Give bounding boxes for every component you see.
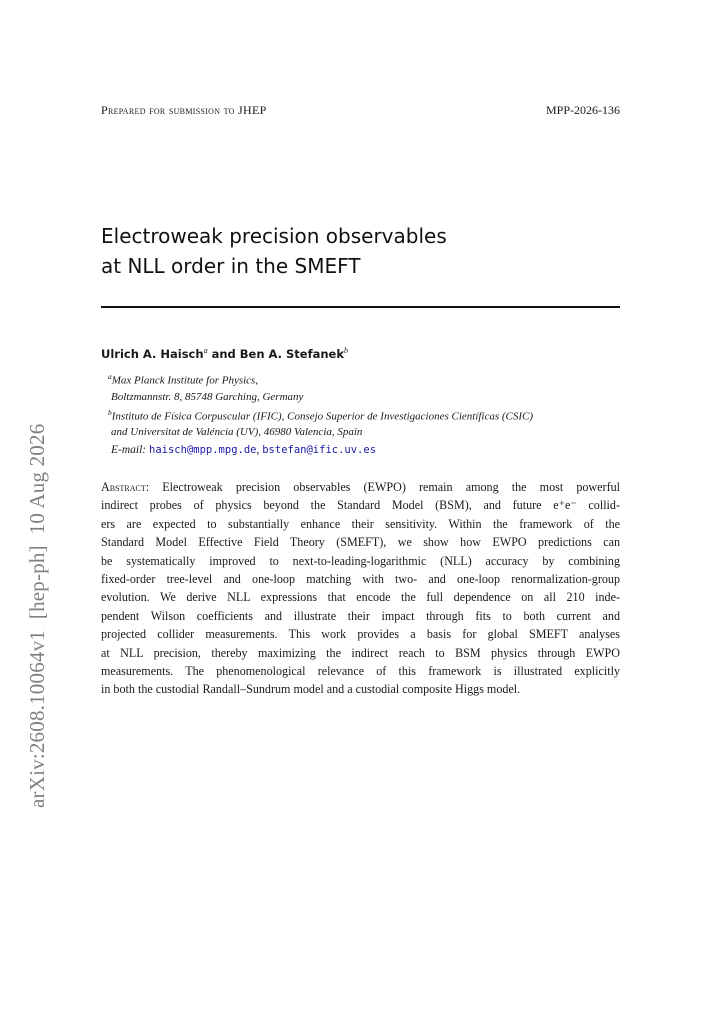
paper-title [101,221,621,281]
abstract-line: pendent Wilson coefficients and illustrate their impact through fits to both current and [101,608,620,623]
abstract-line: indirect probes of physics beyond the Standard Model (BSM), and future e⁺e⁻ collid- [101,498,620,513]
affiliation-b-line2: and Universitat de Valéncia (UV), 46980 Valencia, Spain [111,426,363,439]
journal-note: Prepared for submission to JHEP [101,103,267,117]
title-line-2: at NLL order in the SMEFT [101,254,361,278]
affiliation-a-line2: Boltzmannstr. 8, 85748 Garching, Germany [111,390,304,403]
abstract-line: be systematically improved to next-to-leading-logarithmic (NLL) accuracy by combining [101,553,620,568]
abstract-line: measurements. The phenomenological relevance of this framework is illustrated explicitly [101,663,620,678]
email-line [111,444,376,456]
abstract-line: ers are expected to substantially enhance their sensitivity. Within the framework of the [101,516,620,531]
abstract-label: Abstract: [101,480,150,494]
author-name: Ulrich A. Haisch [101,346,204,361]
email-separator: , [256,444,263,456]
abstract-text: Electroweak precision observables (EWPO) remain among the most powerful [149,480,620,494]
affiliation-marker: b [108,407,112,417]
email-link[interactable]: bstefan@ific.uv.es [262,444,377,456]
author-name: Ben A. Stefanek [239,346,344,361]
email-link[interactable]: haisch@mpp.mpg.de [149,444,257,456]
author-conjunction: and [207,346,240,361]
author-list [101,346,348,361]
abstract-line: at NLL precision, thereby maximizing the indirect reach to BSM physics through EWPO [101,645,620,660]
abstract-line [101,478,620,496]
title-rule [101,306,620,308]
abstract [101,478,620,699]
affiliation-text: Max Planck Institute for Physics, [111,374,259,387]
abstract-line: Standard Model Effective Field Theory (SMEFT), we show how EWPO predictions can [101,535,620,550]
email-label: E-mail: [111,444,147,456]
affiliation-marker: b [343,346,348,355]
abstract-line: evolution. We derive NLL expressions that encode the full dependence on all 210 inde- [101,590,620,605]
affiliation-a-line1 [108,369,628,389]
affiliation-b-line1 [108,405,628,425]
affiliations [108,369,628,440]
arxiv-stamp: arXiv:2608.10064v1 [hep-ph] 10 Aug 2026 [25,423,49,808]
affiliation-marker: a [203,346,208,355]
abstract-line: projected collider measurements. This work provides a basis for global SMEFT analyses [101,627,620,642]
affiliation-text: Instituto de Física Corpuscular (IFIC), Consejo Superior de Investigaciones Científicas (CSIC) [111,410,534,423]
abstract-line: fixed-order tree-level and one-loop matching with two- and one-loop renormalization-group [101,571,620,586]
preprint-number: MPP-2026-136 [545,103,620,117]
abstract-line: in both the custodial Randall–Sundrum model and a custodial composite Higgs model. [101,682,521,697]
affiliation-marker: a [108,372,112,381]
title-line-1: Electroweak precision observables [101,224,447,248]
